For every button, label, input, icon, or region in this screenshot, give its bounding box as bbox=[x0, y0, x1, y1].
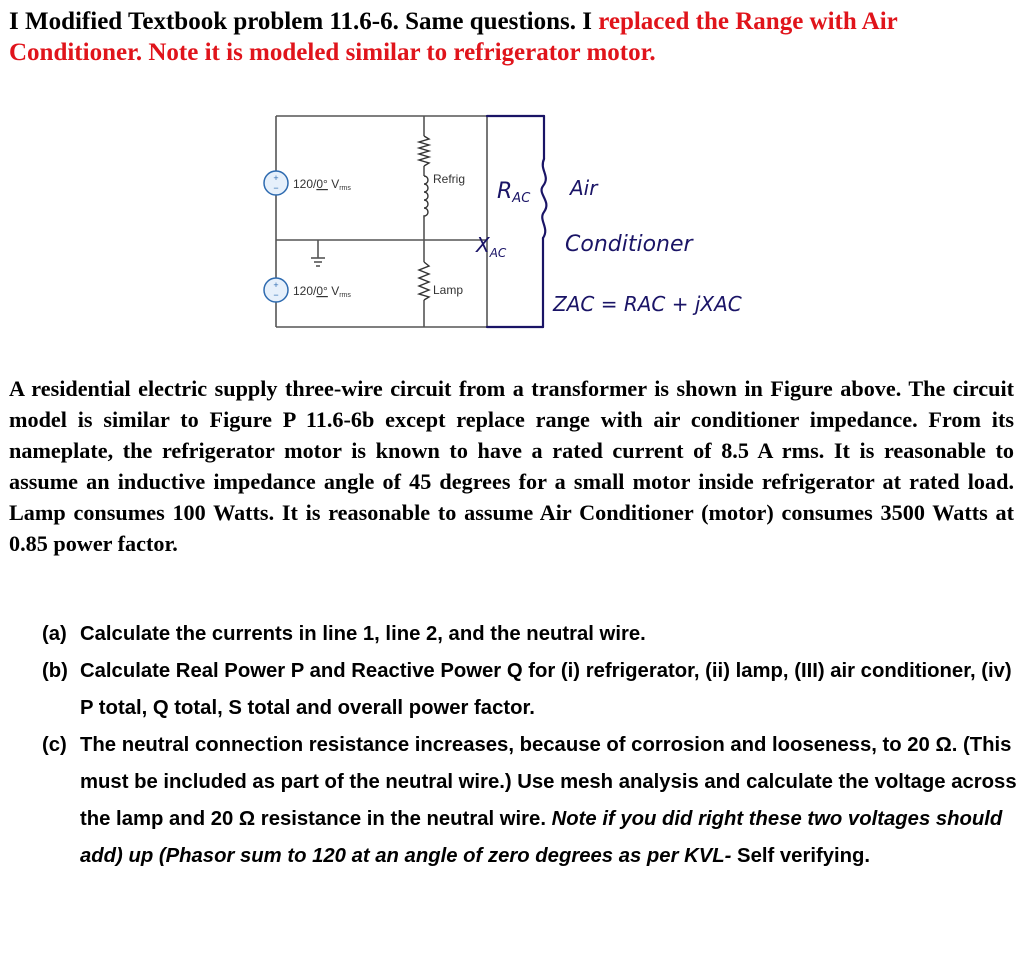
question-text: The neutral connection resistance increases, because of corrosion and looseness, to 20 Ω. (This must be included as part of the neutral wire.) Use mesh analysis and calculate the voltage across the lamp and 20 Ω resistance in the neutral wire. bbox=[80, 734, 1017, 830]
lamp-resistor bbox=[419, 262, 429, 300]
ac-handwritten-notes bbox=[475, 176, 742, 316]
question-label: (c) bbox=[42, 734, 67, 756]
question-text: Calculate Real Power P and Reactive Power Q for (i) refrigerator, (ii) lamp, (III) air conditioner, (iv) P total, Q total, S total and overall power factor. bbox=[80, 660, 1012, 719]
impedance-equation: ZAC = RAC + jXAC bbox=[553, 292, 742, 316]
r-ac-note: RAC bbox=[497, 179, 531, 206]
problem-header bbox=[9, 6, 1014, 68]
x-ac-note: $X_{AC}$ bbox=[476, 233, 507, 260]
svg-text:+: + bbox=[273, 173, 279, 183]
question-item-b bbox=[42, 653, 1017, 727]
air-note: Air bbox=[570, 176, 598, 200]
circuit-figure bbox=[255, 100, 795, 340]
refrig-resistor bbox=[419, 136, 429, 166]
svg-text:−: − bbox=[273, 290, 279, 300]
svg-text:−: − bbox=[273, 183, 279, 193]
question-label: (a) bbox=[42, 623, 67, 645]
question-list bbox=[42, 616, 1017, 875]
ac-handwritten-branch bbox=[487, 116, 546, 327]
problem-paragraph: A residential electric supply three-wire circuit from a transformer is shown in Figure above. The circuit model is similar to Figure P 11.6-6b except replace range with air conditioner impedance. From its nameplate, the refrigerator motor is known to have a rated current of 8.5 A rms. It is reasonable to assume an inductive impedance angle of 45 degrees for a small motor inside refrigerator at rated load. Lamp consumes 100 Watts. It is reasonable to assume Air Conditioner (motor) consumes 3500 Watts at 0.85 power factor. bbox=[9, 376, 1014, 556]
question-tail: Self verifying. bbox=[731, 845, 871, 867]
top-source-label: 120/0° Vrms bbox=[293, 177, 351, 192]
lamp-label: Lamp bbox=[433, 283, 464, 297]
question-label: (b) bbox=[42, 660, 68, 682]
refrig-label: Refrig bbox=[433, 172, 466, 186]
bottom-source-label: 120/0° Vrms bbox=[293, 284, 351, 299]
question-text: Calculate the currents in line 1, line 2, and the neutral wire. bbox=[80, 623, 646, 645]
header-black-text: I Modified Textbook problem 11.6-6. Same questions. I bbox=[9, 8, 599, 35]
question-item-a bbox=[42, 616, 1017, 653]
svg-text:+: + bbox=[273, 280, 279, 290]
header-red-text: replaced the Range with Air Conditioner. Note it is modeled similar to refrigerator motor. bbox=[9, 8, 898, 66]
bottom-voltage-source bbox=[264, 278, 288, 302]
top-voltage-source bbox=[264, 171, 288, 195]
refrig-inductor bbox=[424, 176, 428, 218]
question-italic-note: Note if you did right these two voltages should add) up (Phasor sum to 120 at an angle of zero degrees as per KVL- bbox=[80, 808, 1003, 867]
conditioner-note: Conditioner bbox=[565, 232, 693, 257]
question-item-c bbox=[42, 727, 1017, 875]
